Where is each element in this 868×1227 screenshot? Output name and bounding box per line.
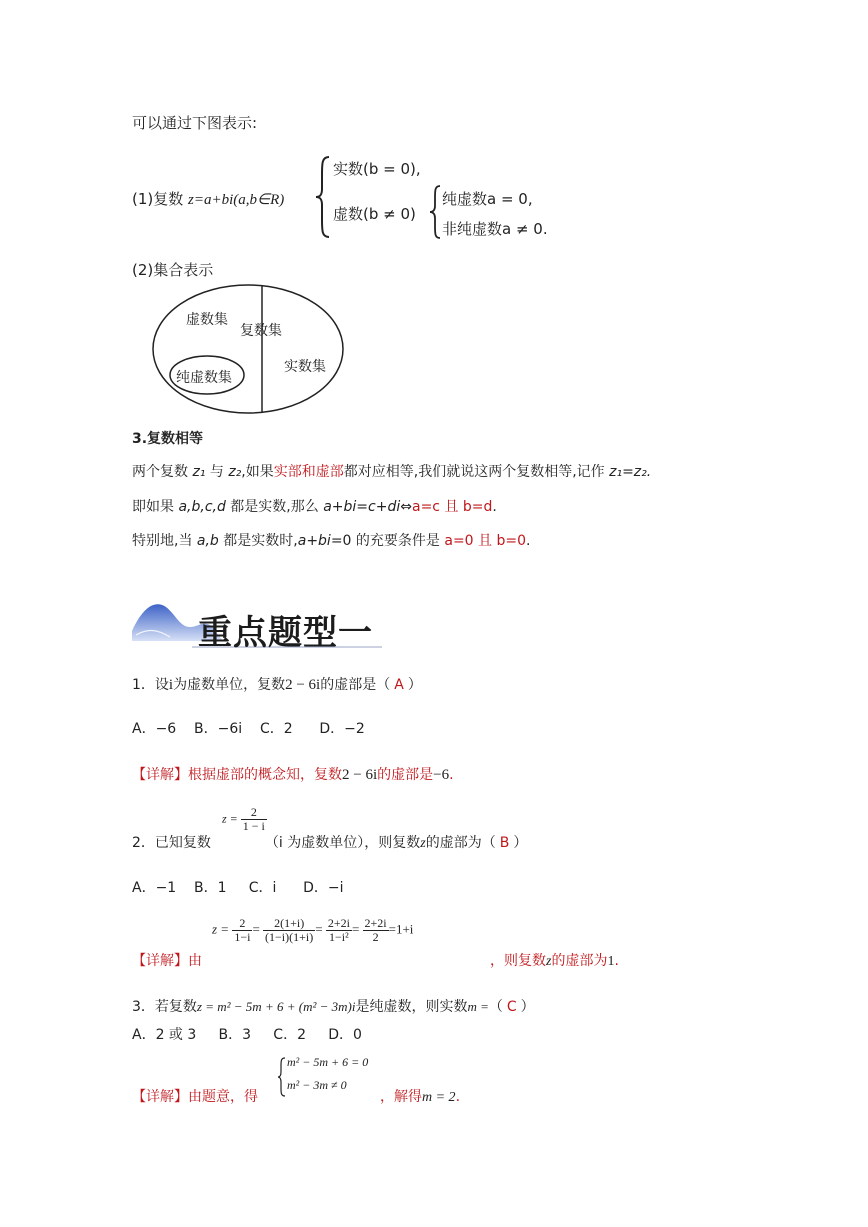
q3-detail-suffix: [380, 1086, 460, 1106]
text-span: .: [449, 767, 454, 783]
banner-title: 重点题型一: [198, 613, 373, 653]
q3-detail-prefix: 【详解】由题意，得: [132, 1089, 258, 1105]
fraction: [326, 917, 352, 944]
var-z: z: [546, 954, 552, 969]
var-i: i: [168, 677, 174, 693]
answer-letter: A: [394, 677, 404, 693]
q2-equation: z = $\frac{2}{1-i}$ = $\frac{2(1+i)}{(1-i)(1+i)}$ = $\frac{2+2i}{\text{1−i²}}$ = $\frac{2+2i}{2}$ =1+i: [212, 916, 414, 945]
venn-pure-label: 纯虚数集: [176, 370, 232, 386]
venn-diagram: [150, 282, 350, 418]
q1-options: A．−6 B．−6i C．2 D．−2: [132, 721, 365, 737]
text-span: 都是实数时,: [218, 533, 298, 549]
section3-heading: 3.复数相等: [132, 431, 204, 447]
denominator: 1 − i: [242, 819, 265, 834]
text-span: .: [526, 533, 531, 549]
q3-system-eq1: m² − 5m + 6 = 0: [287, 1055, 369, 1069]
q2-detail-suffix: [490, 950, 619, 970]
expr: m = 2: [422, 1090, 456, 1105]
highlight-text: a=c 且 b=d: [411, 499, 493, 515]
text-span: （: [488, 999, 503, 1015]
imag-branch: 虚数(b ≠ 0): [333, 205, 416, 223]
fraction: [363, 917, 389, 944]
numerator: 2+2i: [327, 916, 350, 930]
equation-z: z₁=z₂.: [609, 464, 652, 480]
text-span: 的虚部是（: [320, 677, 391, 693]
expr: z =: [212, 921, 230, 937]
text-span: 都是实数,那么: [225, 499, 324, 515]
text-span: 与: [205, 464, 229, 480]
nonpure-imag-branch: 非纯虚数a ≠ 0.: [442, 220, 548, 238]
expr: z =: [222, 811, 238, 826]
text-span: 为虚数单位，复数: [173, 677, 286, 693]
q1-detail: [132, 764, 454, 784]
section3-line3: [132, 530, 530, 550]
text-span: 即如果: [132, 499, 179, 515]
var-m: m =: [467, 999, 489, 1014]
set-title: (2)集合表示: [132, 261, 214, 279]
expr: a+bi=c+di⇔: [323, 499, 412, 515]
answer-letter: C: [506, 999, 517, 1015]
q3-options: A．2 或 3 B．3 C．2 D．0: [132, 1027, 362, 1043]
numerator: 2: [232, 917, 252, 931]
denominator: 2: [372, 930, 379, 945]
section3-line2: [132, 496, 497, 516]
text-span: 特别地,当: [132, 533, 197, 549]
text-span: 都对应相等,我们就说这两个复数相等,记作: [343, 464, 610, 480]
real-branch: 实数(b = 0),: [333, 160, 421, 178]
venn-imag-label: 虚数集: [186, 312, 228, 328]
text-span: .: [455, 1089, 461, 1105]
left-brace-icon-3: [277, 1056, 287, 1098]
classification-prefix: [132, 188, 284, 209]
text-span: 1．设: [132, 677, 169, 693]
denominator: 1−i: [234, 930, 251, 945]
text-span: ）: [513, 835, 528, 851]
expr: a+bi: [297, 533, 331, 549]
text-span: ,如果: [241, 464, 274, 480]
fraction: [241, 806, 267, 833]
text-span: 【详解】根据虚部的概念知，复数: [132, 767, 342, 783]
text-span: ）: [520, 999, 535, 1015]
text-span: 是纯虚数，则实数: [355, 999, 468, 1015]
text-span: 3．若复数: [132, 999, 197, 1015]
numerator: 2: [241, 806, 267, 820]
q3-system-eq2: m² − 3m ≠ 0: [287, 1078, 347, 1092]
q2-fraction: [222, 806, 267, 833]
text-span: 两个复数: [132, 464, 193, 480]
left-brace-icon: [314, 155, 334, 239]
expr: 2 − 6i: [342, 767, 378, 783]
q2-detail-prefix: 【详解】由: [132, 953, 202, 969]
answer-letter: B: [499, 835, 510, 851]
text-span: 2．已知复数: [132, 835, 211, 851]
q3-stem: [132, 996, 535, 1016]
text-span: ，则复数: [490, 953, 546, 969]
text-span: =0 的充要条件是: [330, 533, 445, 549]
section3-line1: [132, 461, 651, 481]
var-z: z: [420, 836, 426, 851]
text-span: 的虚部为: [551, 953, 608, 969]
numerator: 2+2i: [364, 916, 387, 930]
expr: 1: [607, 954, 615, 969]
classification-math: z=a+bi(a,b∈R): [188, 192, 285, 208]
q2-options: A．−1 B．1 C．i D．−i: [132, 880, 344, 896]
expr: z = m² − 5m + 6 + (m² − 3m)i: [196, 999, 356, 1014]
text-span: （i 为虚数单位），则复数: [264, 835, 421, 851]
text-span: 的虚部为（: [425, 835, 496, 851]
expr: −6: [433, 767, 450, 783]
expr: =1+i: [388, 921, 414, 937]
fraction: [232, 917, 252, 944]
vars: a,b,c,d: [178, 499, 226, 515]
numerator: 2(1+i): [263, 917, 315, 931]
highlight-text: a=0 且 b=0: [444, 533, 527, 549]
text-span: ）: [407, 677, 422, 693]
pure-imag-branch: 纯虚数a = 0,: [442, 190, 533, 208]
denominator: 1−i²: [329, 930, 349, 945]
var-z1: z₁: [192, 464, 206, 480]
venn-complex-label: 复数集: [240, 323, 282, 339]
classification-label: (1)复数: [132, 190, 184, 208]
complex-set-ellipse: [153, 285, 343, 413]
q2-stem: [132, 832, 527, 852]
text-span: .: [492, 499, 497, 515]
intro-text: 可以通过下图表示:: [132, 114, 258, 132]
q1-stem: [132, 674, 422, 694]
expr: 2 − 6i: [285, 677, 321, 693]
fraction: [263, 917, 315, 944]
var-z2: z₂: [228, 464, 242, 480]
text-span: ，解得: [380, 1089, 422, 1105]
text-span: .: [614, 953, 619, 969]
highlight-text: 实部和虚部: [273, 464, 344, 480]
denominator: (1−i)(1+i): [265, 930, 314, 945]
venn-real-label: 实数集: [284, 359, 326, 375]
text-span: 的虚部是: [377, 767, 434, 783]
vars: a,b: [196, 533, 219, 549]
